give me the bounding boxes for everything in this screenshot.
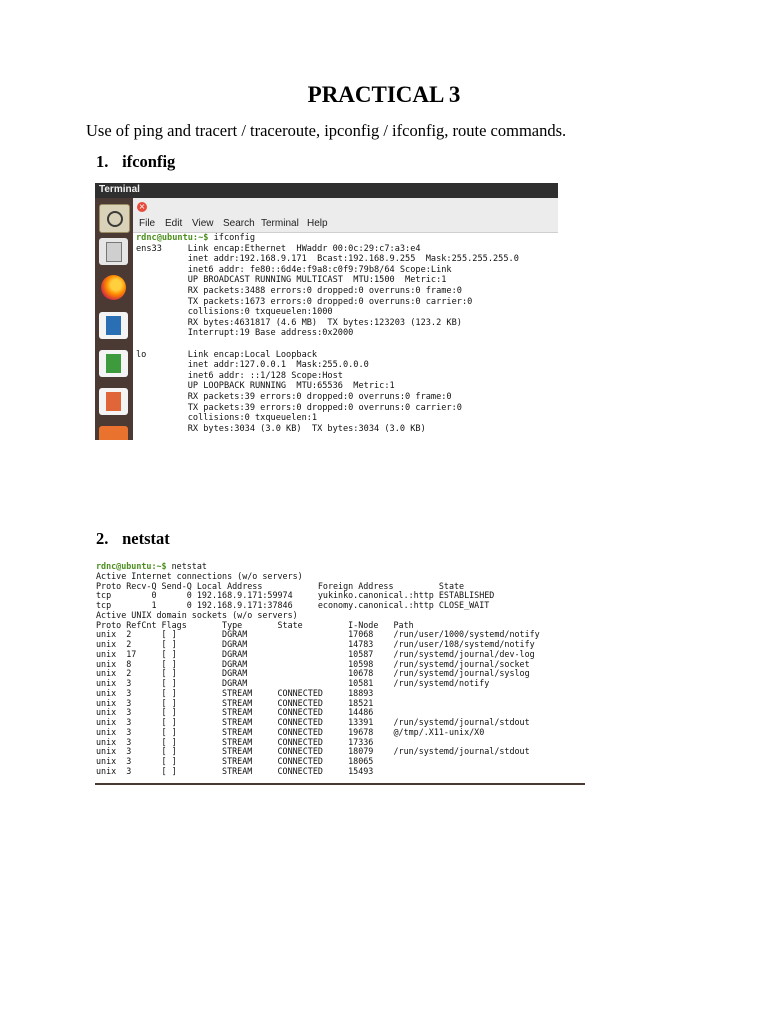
output-line: inet addr:127.0.0.1 Mask:255.0.0.0: [187, 360, 369, 371]
terminal-output: [136, 233, 519, 434]
output-line: unix 3 [ ] STREAM CONNECTED 19678 @/tmp/.X11-unix/X0: [96, 726, 485, 737]
terminal-title: Terminal: [99, 184, 140, 195]
output-line: unix 17 [ ] DGRAM 10587 /run/systemd/journal/dev-log: [96, 648, 535, 659]
prompt: rdnc@ubuntu:~$: [136, 233, 209, 243]
page-title: PRACTICAL 3: [307, 82, 461, 107]
section-label: netstat: [122, 529, 170, 548]
menu-view[interactable]: View: [192, 218, 214, 229]
writer-icon[interactable]: [99, 312, 128, 339]
output-line: unix 2 [ ] DGRAM 10678 /run/systemd/journal/syslog: [96, 668, 530, 679]
output-line: unix 3 [ ] STREAM CONNECTED 15493: [96, 765, 374, 776]
output-line: collisions:0 txqueuelen:1: [187, 413, 318, 424]
output-line: unix 2 [ ] DGRAM 17068 /run/user/1000/systemd/notify: [96, 629, 540, 640]
software-center-icon[interactable]: [99, 426, 128, 440]
output-line: TX packets:39 errors:0 dropped:0 overruns:0 carrier:0: [187, 402, 462, 413]
output-line: RX packets:39 errors:0 dropped:0 overruns:0 frame:0: [187, 391, 452, 402]
output-line: unix 3 [ ] STREAM CONNECTED 14486: [96, 707, 374, 718]
menu-help[interactable]: Help: [307, 218, 328, 229]
menu-search[interactable]: Search: [223, 218, 255, 229]
output-line: Interrupt:19 Base address:0x2000: [187, 328, 354, 339]
output-line: tcp 0 0 192.168.9.171:59974 yukinko.canonical.:http ESTABLISHED: [96, 590, 495, 601]
output-line: Proto Recv-Q Send-Q Local Address Foreign Address State: [96, 580, 465, 591]
command: ifconfig: [208, 233, 256, 243]
output-line: unix 3 [ ] STREAM CONNECTED 18079 /run/systemd/journal/stdout: [96, 746, 530, 757]
section-heading-ifconfig: [96, 152, 175, 172]
prompt: rdnc@ubuntu:~$: [96, 561, 167, 571]
output-line: Proto RefCnt Flags Type State I-Node Path: [96, 619, 414, 630]
menu-terminal[interactable]: Terminal: [261, 218, 299, 229]
output-line: unix 3 [ ] DGRAM 10581 /run/systemd/notify: [96, 678, 490, 688]
menu-edit[interactable]: Edit: [165, 218, 183, 229]
output-line: inet6 addr: ::1/128 Scope:Host: [187, 370, 343, 381]
files-icon[interactable]: [99, 238, 128, 265]
window-header: [133, 198, 558, 216]
output-line: UP LOOPBACK RUNNING MTU:65536 Metric:1: [187, 381, 395, 392]
output-line: RX bytes:4631817 (4.6 MB) TX bytes:123203 (123.2 KB): [187, 317, 462, 328]
output-line: inet addr:192.168.9.171 Bcast:192.168.9.255 Mask:255.255.255.0: [187, 254, 519, 265]
output-line: collisions:0 txqueuelen:1000: [187, 307, 333, 318]
command: netstat: [166, 561, 207, 571]
output-line: RX packets:3488 errors:0 dropped:0 overruns:0 frame:0: [187, 285, 462, 296]
terminal-menubar: [133, 216, 558, 233]
netstat-screenshot: [95, 561, 585, 785]
section-label: ifconfig: [122, 152, 176, 171]
ifconfig-screenshot: [95, 183, 558, 440]
output-line: TX packets:1673 errors:0 dropped:0 overruns:0 carrier:0: [187, 296, 473, 307]
calc-icon[interactable]: [99, 350, 128, 377]
menu-file[interactable]: File: [139, 218, 156, 229]
impress-icon[interactable]: [99, 388, 128, 415]
intro-text: Use of ping and tracert / traceroute, ipconfig / ifconfig, route commands.: [86, 121, 567, 140]
output-line: unix 8 [ ] DGRAM 10598 /run/systemd/journal/socket: [96, 658, 530, 669]
output-line: ens33 Link encap:Ethernet HWaddr 00:0c:29:c7:a3:e4: [136, 243, 421, 254]
section-number: 2.: [96, 529, 109, 548]
output-line: RX bytes:3034 (3.0 KB) TX bytes:3034 (3.0 KB): [136, 423, 426, 434]
output-line: UP BROADCAST RUNNING MULTICAST MTU:1500 Metric:1: [187, 275, 447, 286]
output-line: unix 2 [ ] DGRAM 14783 /run/user/108/systemd/notify: [96, 639, 535, 649]
output-line: Active UNIX domain sockets (w/o servers): [96, 609, 298, 620]
output-line: lo Link encap:Local Loopback: [136, 349, 318, 360]
netstat-output: [96, 571, 540, 776]
output-line: inet6 addr: fe80::6d4e:f9a8:c0f9:79b8/64 Scope:Link: [187, 264, 452, 275]
output-line: unix 3 [ ] STREAM CONNECTED 18521: [96, 697, 374, 708]
ubuntu-dash-icon[interactable]: [99, 204, 130, 233]
output-line: unix 3 [ ] STREAM CONNECTED 17336: [96, 736, 374, 747]
firefox-icon[interactable]: [99, 274, 128, 301]
output-line: unix 3 [ ] STREAM CONNECTED 18065: [96, 756, 374, 766]
section-number: 1.: [96, 152, 109, 171]
close-button[interactable]: ×: [138, 202, 146, 211]
ifconfig-output: [136, 244, 519, 434]
terminal-output: [96, 562, 540, 777]
output-line: unix 3 [ ] STREAM CONNECTED 18893: [96, 687, 374, 698]
section-heading-netstat: [96, 529, 170, 549]
launcher-sidebar: [95, 198, 133, 440]
output-line: Active Internet connections (w/o servers): [96, 570, 303, 581]
output-line: unix 3 [ ] STREAM CONNECTED 13391 /run/systemd/journal/stdout: [96, 717, 530, 727]
terminal-titlebar: [95, 183, 558, 198]
output-line: tcp 1 0 192.168.9.171:37846 economy.canonical.:http CLOSE_WAIT: [96, 600, 490, 610]
terminal-window: [133, 198, 558, 440]
